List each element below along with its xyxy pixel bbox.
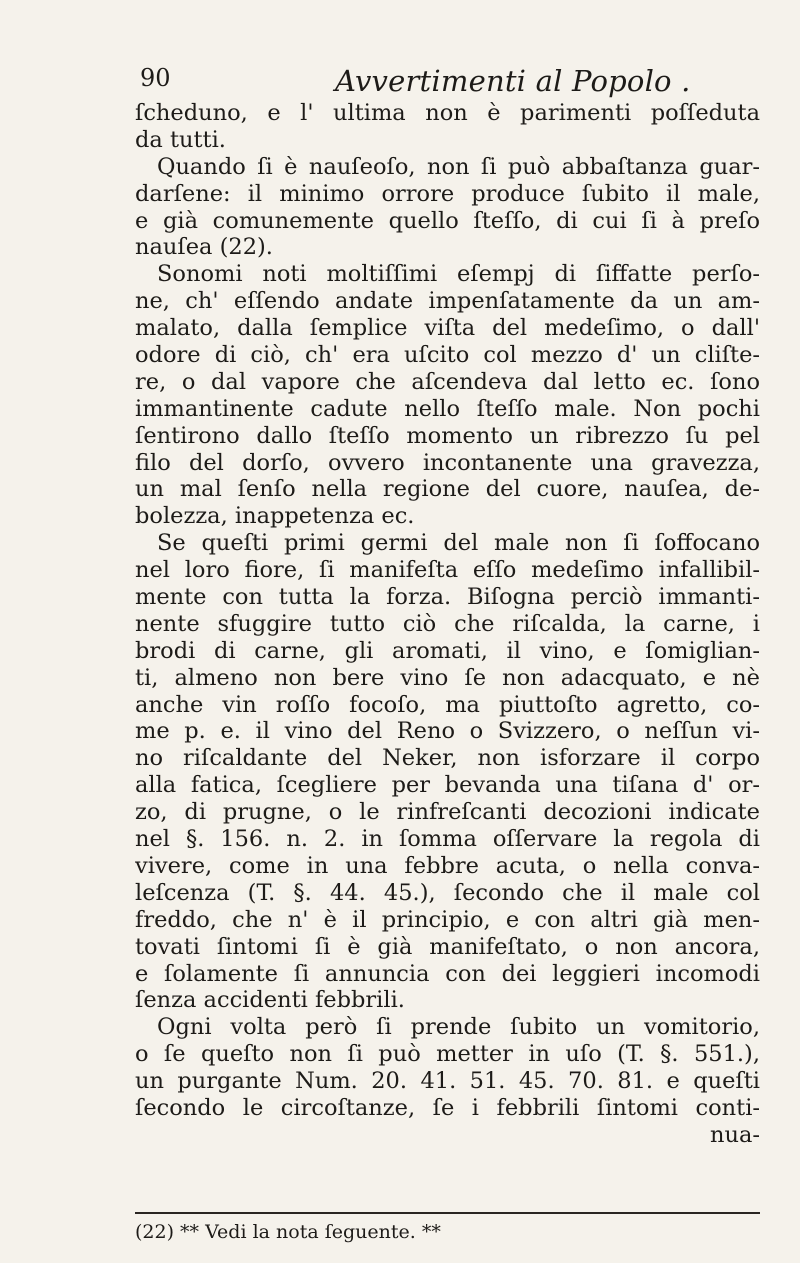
text-line: un purgante Num. 20. 41. 51. 45. 70. 81. e queſti bbox=[135, 1068, 760, 1095]
text-line: o ſe queſto non ſi può metter in uſo (T. §. 551.), bbox=[135, 1041, 760, 1068]
text-line: brodi di carne, gli aromati, il vino, e ſomiglian- bbox=[135, 637, 760, 664]
text-line: ne, ch' eſſendo andate impenſatamente da un am- bbox=[135, 288, 760, 315]
text-line: ſenza accidenti febbrili. bbox=[135, 987, 405, 1014]
text-line: e ſolamente ſi annuncia con dei leggieri incomodi bbox=[135, 960, 760, 987]
body-text bbox=[135, 100, 760, 1149]
text-line: odore di ciò, ch' era uſcito col mezzo d' un cliſte- bbox=[135, 342, 760, 369]
text-line: nauſea (22). bbox=[135, 234, 273, 261]
text-line: re, o dal vapore che aſcendeva dal letto ec. ſono bbox=[135, 368, 760, 395]
text-line: Se queſti primi germi del male non ſi ſoffocano bbox=[157, 530, 760, 557]
text-line: me p. e. il vino del Reno o Svizzero, o neſſun vi- bbox=[135, 718, 760, 745]
text-line: alla fatica, ſcegliere per bevanda una tiſana d' or- bbox=[135, 772, 760, 799]
text-line: zo, di prugne, o le rinfreſcanti decozioni indicate bbox=[135, 799, 760, 826]
text-line: freddo, che n' è il principio, e con altri già men- bbox=[135, 906, 760, 933]
page-header bbox=[140, 64, 760, 100]
text-line: ſecondo le circoſtanze, ſe i febbrili ſintomi conti- bbox=[135, 1094, 760, 1121]
text-line: da tutti. bbox=[135, 126, 226, 153]
text-line: Ogni volta però ſi prende ſubito un vomitorio, bbox=[157, 1014, 760, 1041]
text-line: darſene: il minimo orrore produce ſubito il male, bbox=[135, 180, 760, 207]
page-number: 90 bbox=[140, 64, 171, 92]
running-title: Avvertimenti al Popolo . bbox=[335, 64, 691, 98]
text-line: nente sfuggire tutto ciò che riſcalda, la carne, i bbox=[135, 610, 760, 637]
text-line: ſcheduno, e l' ultima non è parimenti poſſeduta bbox=[135, 100, 760, 126]
text-line: nel loro fiore, ſi manifeſta eſſo medeſimo infallibil- bbox=[135, 557, 760, 584]
text-line: no riſcaldante del Neker, non isforzare il corpo bbox=[135, 745, 760, 772]
text-line: mente con tutta la forza. Biſogna perciò immanti- bbox=[135, 584, 760, 611]
text-line: anche vin roſſo focoſo, ma piuttoſto agretto, co- bbox=[135, 691, 760, 718]
text-line: ſentirono dallo ſteſſo momento un ribrezzo ſu pel bbox=[135, 422, 760, 449]
text-line: filo del dorſo, ovvero incontanente una gravezza, bbox=[135, 449, 760, 476]
text-line: e già comunemente quello ſteſſo, di cui ſi à preſo bbox=[135, 207, 760, 234]
text-line: malato, dalla ſemplice viſta del medeſimo, o dall' bbox=[135, 315, 760, 342]
footnote-rule bbox=[135, 1212, 760, 1214]
text-line: ti, almeno non bere vino ſe non adacquato, e nè bbox=[135, 664, 760, 691]
text-line: leſcenza (T. §. 44. 45.), ſecondo che il male col bbox=[135, 879, 760, 906]
text-line: tovati ſintomi ſi è già manifeſtato, o non ancora, bbox=[135, 933, 760, 960]
text-line: nel §. 156. n. 2. in ſomma oſſervare la regola di bbox=[135, 826, 760, 853]
text-line: Quando ſi è nauſeoſo, non ſi può abbaſtanza guar- bbox=[157, 153, 760, 180]
footnote: (22) ** Vedi la nota ſeguente. ** bbox=[135, 1221, 441, 1243]
text-line: Sonomi noti moltiſſimi eſempj di ſiffatte perſo- bbox=[157, 261, 760, 288]
text-line: immantinente cadute nello ſteſſo male. Non pochi bbox=[135, 395, 760, 422]
text-line: bolezza, inappetenza ec. bbox=[135, 503, 415, 530]
text-line: vivere, come in una febbre acuta, o nella conva- bbox=[135, 852, 760, 879]
text-line: un mal ſenſo nella regione del cuore, nauſea, de- bbox=[135, 476, 760, 503]
text-line: nua- bbox=[710, 1121, 760, 1148]
